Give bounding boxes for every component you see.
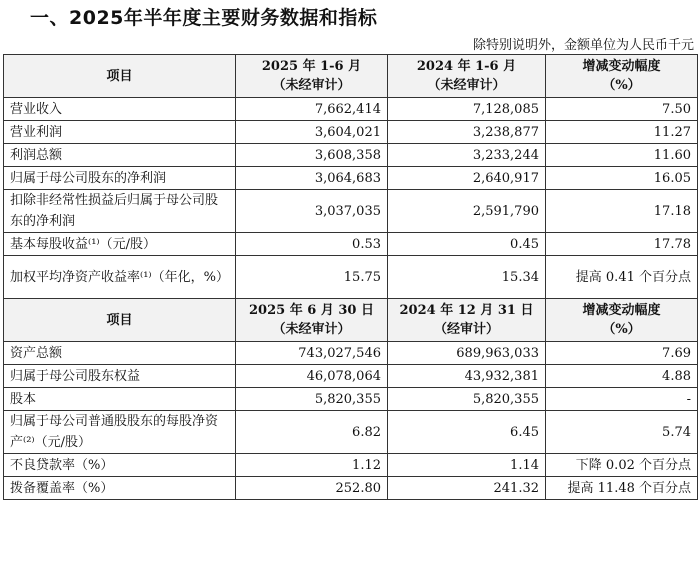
row-label: 股本 bbox=[4, 388, 236, 411]
cell-value: 1.12 bbox=[236, 454, 388, 477]
financial-data-table bbox=[3, 54, 698, 500]
cell-value: 15.75 bbox=[236, 256, 388, 299]
row-label: 归属于母公司股东权益 bbox=[4, 365, 236, 388]
page-title: 一、2025年半年度主要财务数据和指标 bbox=[30, 7, 378, 29]
row-label: 不良贷款率（%） bbox=[4, 454, 236, 477]
cell-value: 3,604,021 bbox=[236, 121, 388, 144]
table-row bbox=[4, 388, 698, 411]
row-label: 扣除非经常性损益后归属于母公司股东的净利润 bbox=[4, 190, 236, 233]
cell-change: 7.69 bbox=[546, 342, 698, 365]
header-item: 项目 bbox=[4, 55, 236, 98]
cell-value: 2,640,917 bbox=[388, 167, 546, 190]
cell-value: 3,064,683 bbox=[236, 167, 388, 190]
header-col2: 2024 年 1-6 月 （未经审计） bbox=[388, 55, 546, 98]
cell-change: 17.78 bbox=[546, 233, 698, 256]
cell-change: 提高 11.48 个百分点 bbox=[546, 477, 698, 500]
cell-change: 提高 0.41 个百分点 bbox=[546, 256, 698, 299]
section2-header-row bbox=[4, 299, 698, 342]
row-label: 归属于母公司股东的净利润 bbox=[4, 167, 236, 190]
table-row bbox=[4, 121, 698, 144]
cell-value: 7,662,414 bbox=[236, 98, 388, 121]
row-label: 拨备覆盖率（%） bbox=[4, 477, 236, 500]
cell-change: 17.18 bbox=[546, 190, 698, 233]
cell-change: 5.74 bbox=[546, 411, 698, 454]
cell-value: 7,128,085 bbox=[388, 98, 546, 121]
table-row bbox=[4, 190, 698, 233]
table-row bbox=[4, 144, 698, 167]
cell-value: 5,820,355 bbox=[388, 388, 546, 411]
table-row bbox=[4, 411, 698, 454]
cell-change: 下降 0.02 个百分点 bbox=[546, 454, 698, 477]
cell-change: 11.60 bbox=[546, 144, 698, 167]
cell-value: 743,027,546 bbox=[236, 342, 388, 365]
section1-header-row bbox=[4, 55, 698, 98]
table-row bbox=[4, 233, 698, 256]
cell-value: 252.80 bbox=[236, 477, 388, 500]
cell-value: 3,233,244 bbox=[388, 144, 546, 167]
cell-change: - bbox=[546, 388, 698, 411]
row-label: 营业收入 bbox=[4, 98, 236, 121]
row-label: 归属于母公司普通股股东的每股净资产⁽²⁾（元/股） bbox=[4, 411, 236, 454]
cell-value: 6.45 bbox=[388, 411, 546, 454]
row-label: 加权平均净资产收益率⁽¹⁾（年化，%） bbox=[4, 256, 236, 299]
header-col1: 2025 年 6 月 30 日 （未经审计） bbox=[236, 299, 388, 342]
cell-value: 43,932,381 bbox=[388, 365, 546, 388]
row-label: 资产总额 bbox=[4, 342, 236, 365]
cell-value: 5,820,355 bbox=[236, 388, 388, 411]
cell-change: 11.27 bbox=[546, 121, 698, 144]
table-row bbox=[4, 342, 698, 365]
row-label: 基本每股收益⁽¹⁾（元/股） bbox=[4, 233, 236, 256]
cell-value: 3,037,035 bbox=[236, 190, 388, 233]
header-col3: 增减变动幅度 （%） bbox=[546, 299, 698, 342]
table-row bbox=[4, 167, 698, 190]
row-label: 利润总额 bbox=[4, 144, 236, 167]
cell-value: 3,608,358 bbox=[236, 144, 388, 167]
header-col2: 2024 年 12 月 31 日 （经审计） bbox=[388, 299, 546, 342]
row-label: 营业利润 bbox=[4, 121, 236, 144]
cell-value: 6.82 bbox=[236, 411, 388, 454]
cell-value: 689,963,033 bbox=[388, 342, 546, 365]
cell-change: 7.50 bbox=[546, 98, 698, 121]
cell-change: 16.05 bbox=[546, 167, 698, 190]
unit-note: 除特别说明外，金额单位为人民币千元 bbox=[472, 38, 694, 53]
cell-value: 0.45 bbox=[388, 233, 546, 256]
cell-value: 1.14 bbox=[388, 454, 546, 477]
table-row bbox=[4, 256, 698, 299]
table-row bbox=[4, 98, 698, 121]
cell-value: 15.34 bbox=[388, 256, 546, 299]
header-col3: 增减变动幅度 （%） bbox=[546, 55, 698, 98]
cell-value: 241.32 bbox=[388, 477, 546, 500]
cell-value: 0.53 bbox=[236, 233, 388, 256]
cell-value: 3,238,877 bbox=[388, 121, 546, 144]
cell-value: 46,078,064 bbox=[236, 365, 388, 388]
table-row bbox=[4, 365, 698, 388]
cell-value: 2,591,790 bbox=[388, 190, 546, 233]
header-item: 项目 bbox=[4, 299, 236, 342]
table-row bbox=[4, 477, 698, 500]
header-col1: 2025 年 1-6 月 （未经审计） bbox=[236, 55, 388, 98]
cell-change: 4.88 bbox=[546, 365, 698, 388]
table-row bbox=[4, 454, 698, 477]
